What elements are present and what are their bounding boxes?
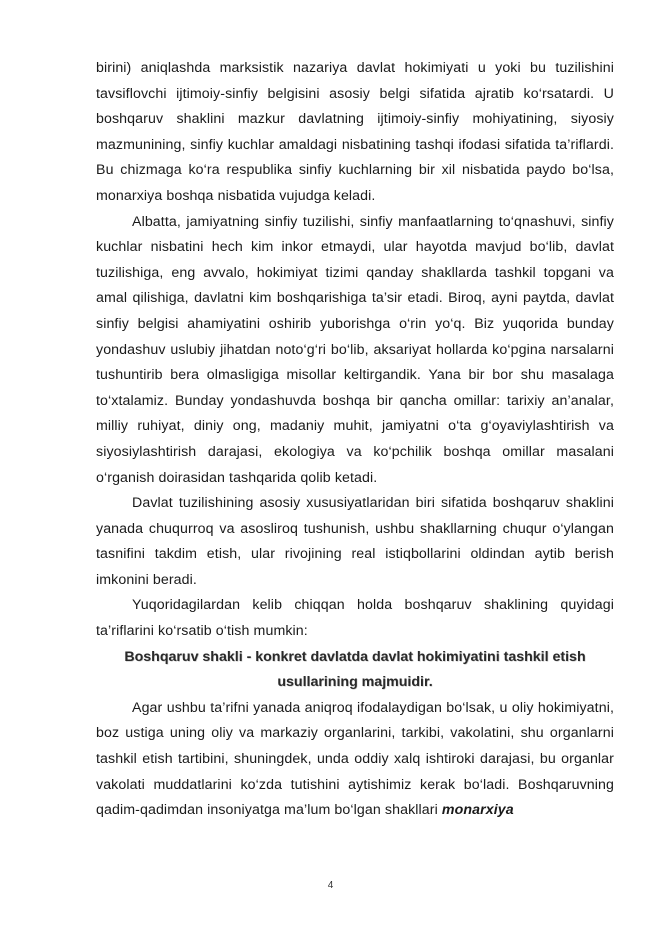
paragraph-3: Davlat tuzilishining asosiy xususiyatlaridan biri sifatida boshqaruv shaklini yanada chuqurroq va asosliroq tushunish, ushbu shakllarning chuqur o‘ylangan tasnifini takdim etish, ular rivojining real istiqbollarini oldindan aytib berish imkonini beradi. [96, 495, 614, 588]
document-body [96, 56, 614, 824]
paragraph-2: Albatta, jamiyatning sinfiy tuzilishi, sinfiy manfaatlarning to‘qnashuvi, sinfiy kuchlar nisbatini hech kim inkor etmaydi, ular hayotda mavjud bo‘lib, davlat tuzilishiga, eng avvalo, hokimiyat tizimi qanday shakllarda tashkil topgani va amal qilishiga, davlatni kim boshqarishiga ta’sir etadi. Biroq, ayni paytda, davlat sinfiy belgisi ahamiyatini oshirib yuborishga o‘rin yo‘q. Biz yuqorida bunday yondashuv uslubiy jihatdan noto‘g‘ri bo‘lib, aksariyat hollarda ko‘pgina narsalarni tushuntirib bera olmasligiga misollar keltirgandik. Yana bir bor shu masalaga to‘xtalamiz. Bunday yondashuvda boshqa bir qancha omillar: tarixiy an’analar, milliy ruhiyat, diniy ong, madaniy muhit, jamiyatni o‘ta g‘oyaviylashtirish va siyosiylashtirish darajasi, ekologiya va ko‘pchilik boshqa omillar masalani o‘rganish doirasidan tashqarida qolib ketadi. [96, 213, 614, 486]
page-number: 4 [327, 880, 334, 891]
paragraph-5-text: Agar ushbu ta’rifni yanada aniqroq ifodalaydigan bo‘lsak, u oliy hokimiyatni, boz ustiga uning oliy va markaziy organlarini, tarkibi, vakolatini, shu organlarni tashkil etish tartibini, shuningdek, unda oddiy xalq ishtiroki darajasi, bu organlar vakolati muddatlarini ko‘zda tutishini aytishimiz kerak bo‘ladi. Boshqaruvning qadim-qadimdan insoniyatga ma’lum bo‘lgan shakllari [96, 699, 614, 819]
paragraph-4: Yuqoridagilardan kelib chiqqan holda boshqaruv shaklining quyidagi ta’riflarini ko‘rsatib o‘tish mumkin: [96, 597, 614, 640]
emphasis-monarxiya: monarxiya [441, 802, 514, 819]
definition-heading: Boshqaruv shakli - konkret davlatda davlat hokimiyatini tashkil etish usullarining majmuidir. [124, 648, 586, 691]
paragraph-5 [96, 696, 614, 824]
paragraph-1: birini) aniqlashda marksistik nazariya davlat hokimiyati u yoki bu tuzilishini tavsiflovchi ijtimoiy-sinfiy belgisini asosiy belgi sifatida ajratib ko‘rsatardi. U boshqaruv shaklini mazkur davlatning ijtimoiy-sinfiy mohiyatining, siyosiy mazmunining, sinfiy kuchlar amaldagi nisbatining tashqi ifodasi sifatida ta’riflardi. Bu chizmaga ko‘ra respublika sinfiy kuchlarning bir xil nisbatida paydo bo‘lsa, monarxiya boshqa nisbatida vujudga keladi. [96, 60, 614, 204]
